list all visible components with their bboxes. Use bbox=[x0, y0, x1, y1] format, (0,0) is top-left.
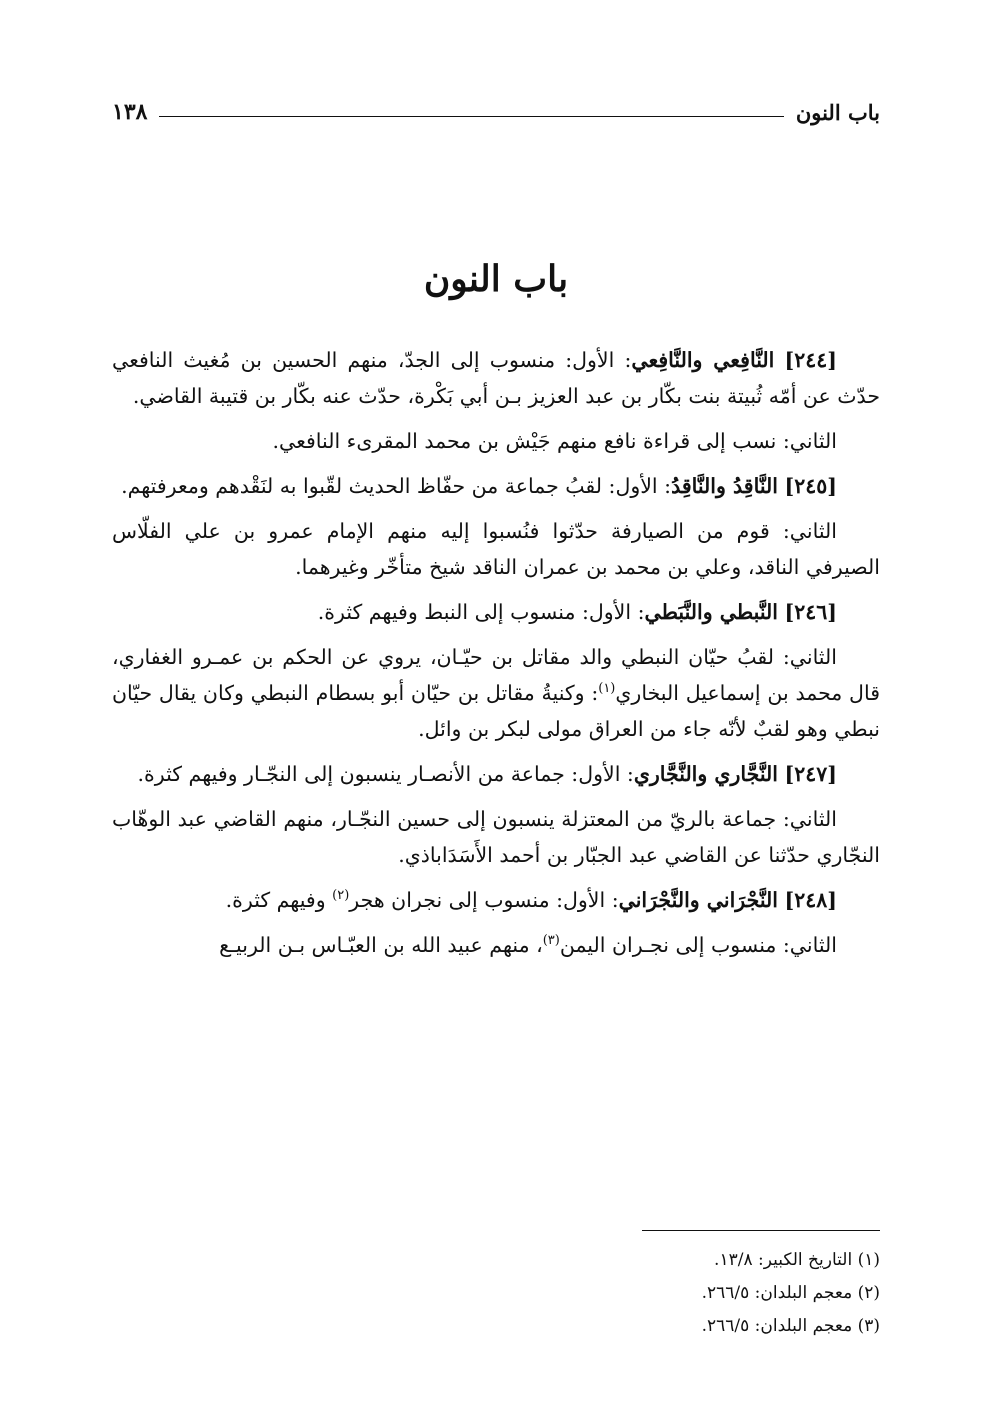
entry-text: ، منهم عبيد الله بن العبّـاس بـن الربيـع bbox=[219, 933, 543, 957]
entry-heading: النَّبطي والنَّبَطي bbox=[644, 600, 778, 624]
entry-text: الثاني: لقبُ حيّان النبطي والد مقاتل بن حيّـان، يروي عن الحكم بن عمـرو الغفاري، قال محمد بن إسماعيل البخاري bbox=[112, 645, 880, 705]
main-text bbox=[112, 342, 880, 972]
entry-heading: النَّجَّاري والنَّجَّاري bbox=[633, 762, 778, 786]
entry-text: الثاني: نسب إلى قراءة نافع منهم جَيْش بن محمد المقرىء النافعي. bbox=[272, 429, 837, 453]
entry-text: : الأول: لقبُ جماعة من حفّاظ الحديث لقّبوا به لنَقْدهم ومعرفتهم. bbox=[121, 474, 672, 498]
entry-text: : وكنيةُ مقاتل بن حيّان أبو بسطام النبطي وكان يقال حيّان نبطي وهو لقبٌ لأنّه جاء من العراق مولى لبكر بن وائل. bbox=[112, 681, 880, 741]
entry-paragraph bbox=[112, 801, 880, 873]
entry-paragraph bbox=[112, 594, 880, 630]
entry-paragraph bbox=[112, 468, 880, 504]
entry-paragraph bbox=[112, 756, 880, 792]
entry-paragraph bbox=[112, 927, 880, 963]
chapter-title: باب النون bbox=[423, 258, 569, 300]
entry-paragraph bbox=[112, 513, 880, 585]
footnote-marker[interactable]: (٢) bbox=[332, 888, 350, 904]
running-section-name: باب النون bbox=[795, 99, 880, 125]
entry-paragraph bbox=[112, 423, 880, 459]
entry-paragraph bbox=[112, 882, 880, 918]
entry-heading: النَّجْرَاني والنَّجْرَاني bbox=[618, 888, 778, 912]
entry-number: [٢٤٤] bbox=[784, 348, 837, 372]
footnote-separator bbox=[642, 1230, 880, 1231]
header-rule bbox=[159, 116, 783, 117]
entry-number: [٢٤٧] bbox=[784, 762, 837, 786]
entry-number: [٢٤٦] bbox=[784, 600, 837, 624]
footnote-marker[interactable]: (٣) bbox=[542, 933, 560, 949]
footnote-item: (٢) معجم البلدان: ٢٦٦/٥. bbox=[701, 1283, 880, 1303]
footnotes bbox=[112, 1244, 880, 1343]
entry-text: وفيهم كثرة. bbox=[225, 888, 333, 912]
entry-text: الثاني: قوم من الصيارفة حدّثوا فنُسبوا إليه منهم الإمام عمرو بن علي الفلّاس الصيرفي الناقد، وعلي بن محمد بن عمران الناقد شيخ متأخّر وغيرهما. bbox=[112, 519, 880, 579]
entry-text: الثاني: جماعة بالريّ من المعتزلة ينسبون إلى حسين النجّـار، منهم القاضي عبد الوهّاب النجّاري حدّثنا عن القاضي عبد الجبّار بن أحمد الأَسَدَاباذي. bbox=[112, 807, 880, 867]
footnote-item: (٣) معجم البلدان: ٢٦٦/٥. bbox=[701, 1316, 880, 1336]
entry-text: الثاني: منسوب إلى نجـران اليمن bbox=[559, 933, 837, 957]
entry-number: [٢٤٨] bbox=[784, 888, 837, 912]
entry-number: [٢٤٥] bbox=[784, 474, 837, 498]
entry-text: : الأول: منسوب إلى نجران هجر bbox=[349, 888, 619, 912]
entry-text: : الأول: جماعة من الأنصـار ينسبون إلى النجّـار وفيهم كثرة. bbox=[137, 762, 634, 786]
footnote-item: (١) التاريخ الكبير: ١٣/٨. bbox=[714, 1250, 880, 1270]
entry-text: : الأول: منسوب إلى الجدّ، منهم الحسين بن مُغيث النافعي حدّث عن أمّه ثُبيتة بنت بكّار بن عبد العزيز بـن أبي بَكْرة، حدّث عنه بكّار بن قتيبة القاضي. bbox=[112, 348, 880, 408]
running-header bbox=[112, 92, 880, 132]
footnote-marker[interactable]: (١) bbox=[598, 681, 616, 697]
entry-paragraph bbox=[112, 639, 880, 747]
page-number: ١٣٨ bbox=[112, 99, 148, 125]
entry-heading: النَّافِعي والنَّافِعي bbox=[631, 348, 775, 372]
entry-heading: النَّاقِدُ والنَّاقِدُ bbox=[671, 474, 778, 498]
entry-paragraph bbox=[112, 342, 880, 414]
entry-text: : الأول: منسوب إلى النبط وفيهم كثرة. bbox=[317, 600, 645, 624]
